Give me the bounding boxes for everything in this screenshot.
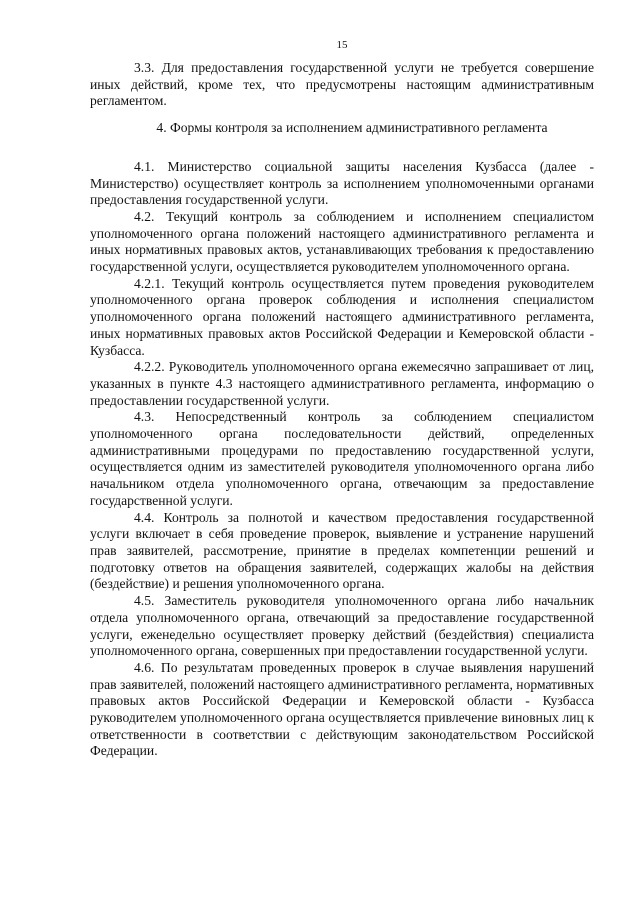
- page-number: 15: [336, 39, 348, 51]
- paragraph-4-2-1: 4.2.1. Текущий контроль осуществляется путем проведения руководителем уполномоченного органа проверок соблюдения и исполнения специалистом уполномоченного органа положений настоящего административного регламента, иных нормативных правовых актов Российской Федерации и Кемеровской области - Кузбасса.: [90, 275, 594, 358]
- paragraph-4-6: 4.6. По результатам проведенных проверок в случае выявления нарушений прав заявителей, положений настоящего административного регламента, нормативных правовых актов Российской Федерации и Кемеровской области - Кузбасса руководителем уполномоченного органа осуществляется привлечение виновных лиц к ответственности в соответствии с действующим законодательством Российской Федерации.: [90, 659, 594, 759]
- paragraph-4-2-2: 4.2.2. Руководитель уполномоченного органа ежемесячно запрашивает от лиц, указанных в пункте 4.3 настоящего административного регламента, информацию о предоставлении государственной услуги.: [90, 359, 594, 408]
- paragraph-4-1: 4.1. Министерство социальной защиты населения Кузбасса (далее - Министерство) осуществляет контроль за исполнением уполномоченными органами предоставления государственной услуги.: [90, 158, 594, 208]
- paragraph-4-5: 4.5. Заместитель руководителя уполномоченного органа либо начальник отдела уполномоченного органа, отвечающий за предоставление государственной услуги, еженедельно осуществляет проверку действий (бездействия) специалиста уполномоченного органа, совершенных при предоставлении государственной услуги.: [90, 593, 594, 659]
- paragraph-4-2: 4.2. Текущий контроль за соблюдением и исполнением специалистом уполномоченного органа положений настоящего административного регламента и иных нормативных правовых актов, устанавливающих требования к предоставлению государственной услуги, осуществляется руководителем уполномоченного органа.: [90, 208, 594, 275]
- section-heading: 4. Формы контроля за исполнением административного регламента: [156, 120, 548, 136]
- paragraph-4-4: 4.4. Контроль за полнотой и качеством предоставления государственной услуги включает в себя проведение проверок, выявление и устранение нарушений прав заявителей, рассмотрение, принятие в пределах компетенции решений и подготовку ответов на обращения заявителей, содержащих жалобы на действия (бездействие) и решения уполномоченного органа.: [90, 509, 594, 592]
- paragraph-4-3: 4.3. Непосредственный контроль за соблюдением специалистом уполномоченного органа последовательности действий, определенных административными процедурами по предоставлению государственной услуги, осуществляется одним из заместителей руководителя уполномоченного органа либо начальником отдела уполномоченного органа, отвечающим за предоставление государственной услуги.: [90, 409, 594, 508]
- paragraph-3-3: 3.3. Для предоставления государственной услуги не требуется совершение иных действий, кроме тех, что предусмотрены настоящим административным регламентом.: [90, 60, 594, 109]
